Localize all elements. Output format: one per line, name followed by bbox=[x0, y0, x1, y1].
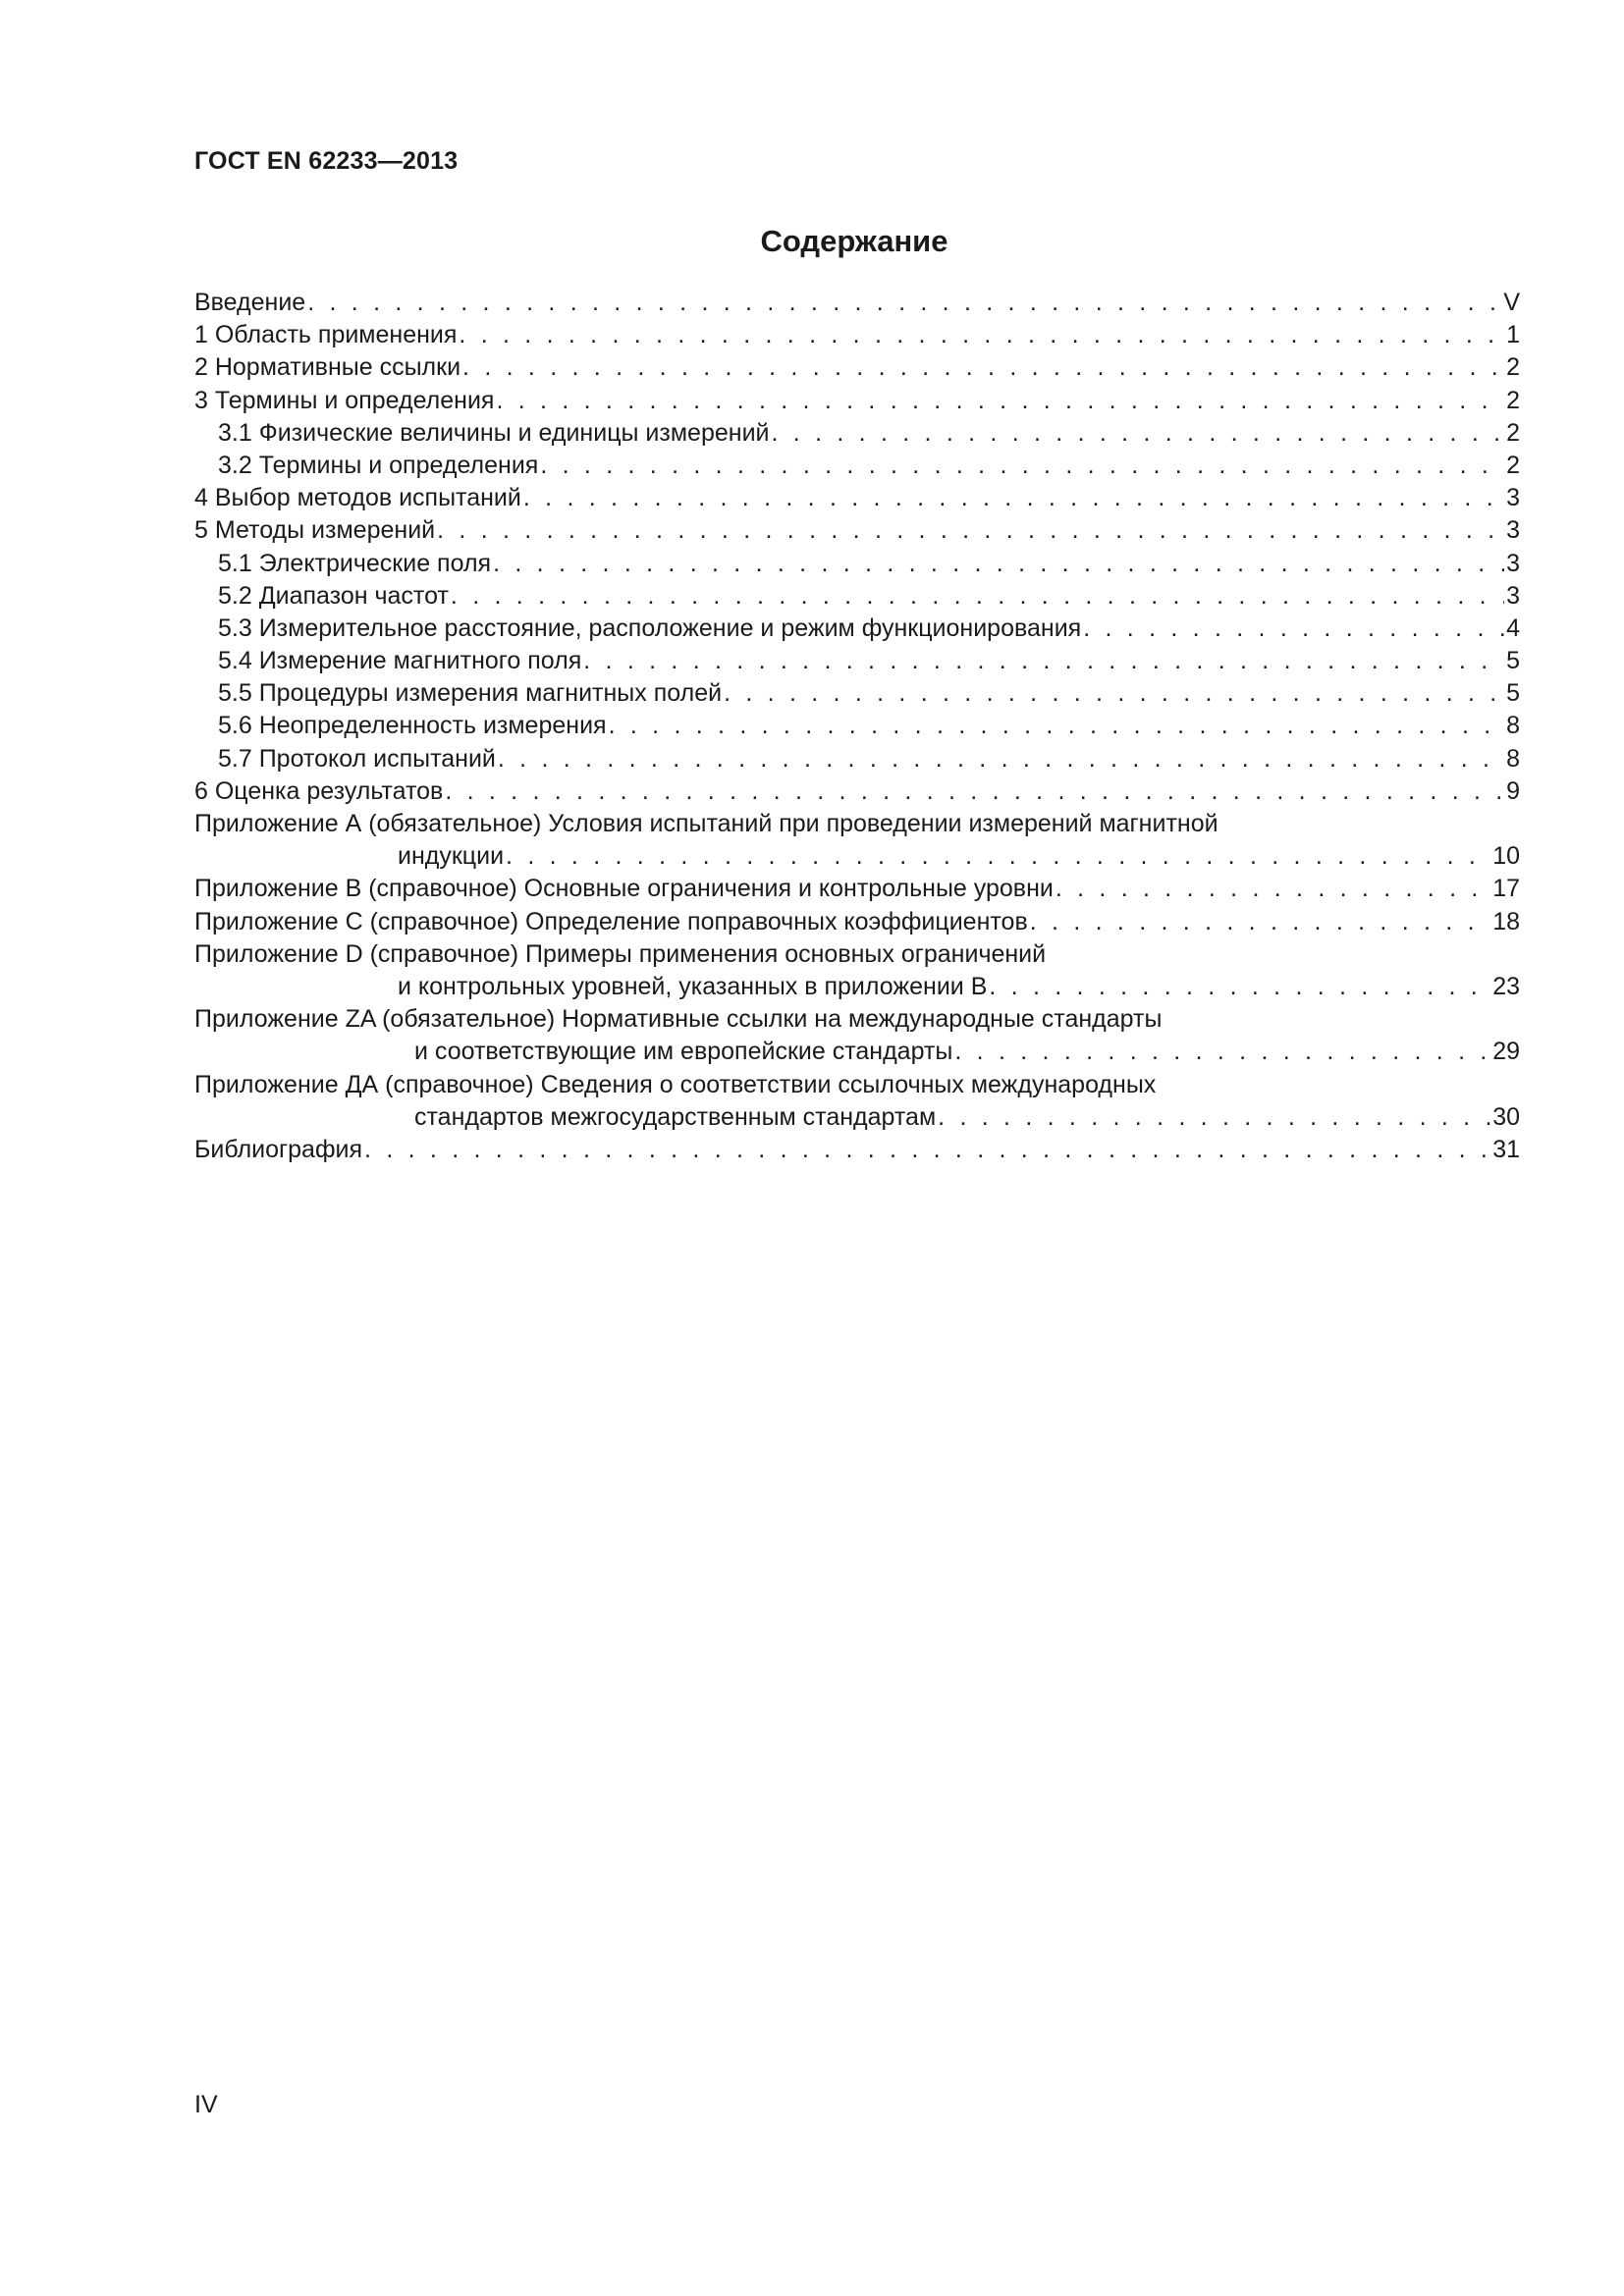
toc-dot-leader bbox=[445, 775, 1504, 808]
toc-appendix-a-line2[interactable] bbox=[194, 840, 1520, 873]
toc-entry-page: 5 bbox=[1506, 647, 1520, 675]
toc-entry[interactable] bbox=[194, 482, 1520, 514]
document-header: ГОСТ EN 62233—2013 bbox=[194, 147, 459, 175]
toc-entry[interactable] bbox=[194, 319, 1520, 351]
toc-entry[interactable] bbox=[194, 287, 1520, 319]
toc-entry-text: 4 Выбор методов испытаний bbox=[194, 484, 521, 512]
toc-appendix-da-line2[interactable] bbox=[194, 1101, 1520, 1134]
toc-subentry[interactable] bbox=[194, 580, 1520, 613]
toc-entry-text: 3.1 Физические величины и единицы измерений bbox=[218, 418, 770, 447]
toc-entry[interactable] bbox=[194, 775, 1520, 808]
toc-dot-leader bbox=[493, 548, 1504, 580]
toc-entry-text: 3.2 Термины и определения bbox=[218, 451, 539, 479]
toc-entry-text: 5 Методы измерений bbox=[194, 516, 436, 545]
toc-appendix-a-line1[interactable] bbox=[194, 808, 1520, 840]
toc-entry[interactable] bbox=[194, 351, 1520, 384]
page-number: IV bbox=[194, 2091, 218, 2118]
toc-entry-text: Приложение ДА (справочное) Сведения о соответствии ссылочных международных bbox=[194, 1070, 1157, 1098]
toc-entry-page: 31 bbox=[1492, 1135, 1520, 1163]
toc-dot-leader bbox=[506, 840, 1490, 873]
toc-appendix-za-line1[interactable] bbox=[194, 1003, 1520, 1036]
toc-entry-text: Приложение В (справочное) Основные ограничения и контрольные уровни bbox=[194, 875, 1054, 903]
toc-entry-text: 5.5 Процедуры измерения магнитных полей bbox=[218, 679, 723, 708]
toc-dot-leader bbox=[459, 319, 1504, 351]
toc-entry-page: 8 bbox=[1506, 712, 1520, 740]
toc-entry-text: Приложение С (справочное) Определение поправочных коэффициентов bbox=[194, 907, 1028, 935]
toc-entry-text: 5.6 Неопределенность измерения bbox=[218, 712, 607, 740]
toc-subentry[interactable] bbox=[194, 613, 1520, 645]
toc-dot-leader bbox=[1083, 613, 1504, 645]
toc-dot-leader bbox=[437, 514, 1504, 547]
toc-entry-page: 30 bbox=[1492, 1102, 1520, 1131]
toc-subentry[interactable] bbox=[194, 645, 1520, 677]
toc-dot-leader bbox=[609, 710, 1505, 742]
toc-entry-text: 3 Термины и определения bbox=[194, 386, 495, 414]
toc-appendix-d-line1[interactable] bbox=[194, 938, 1520, 971]
toc-entry-page: 1 bbox=[1506, 321, 1520, 349]
toc-entry-text: 5.4 Измерение магнитного поля bbox=[218, 647, 582, 675]
toc-entry-page: 3 bbox=[1506, 484, 1520, 512]
toc-appendix-b[interactable] bbox=[194, 873, 1520, 905]
toc-dot-leader bbox=[1030, 906, 1490, 938]
toc-entry-page: 29 bbox=[1492, 1038, 1520, 1066]
toc-entry-page: 3 bbox=[1506, 549, 1520, 577]
toc-entry-text: 6 Оценка результатов bbox=[194, 776, 444, 805]
toc-entry-text: Приложение D (справочное) Примеры применения основных ограничений bbox=[194, 939, 1047, 968]
toc-dot-leader bbox=[954, 1036, 1490, 1068]
toc-subentry[interactable] bbox=[194, 710, 1520, 742]
toc-entry-page: 10 bbox=[1492, 842, 1520, 871]
toc-entry-page: 5 bbox=[1506, 679, 1520, 708]
toc-entry-text: 5.3 Измерительное расстояние, расположение и режим функционирования bbox=[218, 614, 1082, 642]
toc-dot-leader bbox=[462, 351, 1504, 384]
toc-entry-text: Приложение А (обязательное) Условия испытаний при проведении измерений магнитной bbox=[194, 810, 1218, 837]
toc-entry-text: 5.2 Диапазон частот bbox=[218, 581, 449, 610]
toc-subentry[interactable] bbox=[194, 677, 1520, 710]
toc-entry-text: и соответствующие им европейские стандарты bbox=[414, 1038, 953, 1066]
toc-subentry[interactable] bbox=[194, 417, 1520, 450]
toc-subentry[interactable] bbox=[194, 743, 1520, 775]
toc-dot-leader bbox=[451, 580, 1504, 613]
toc-title: Содержание bbox=[760, 224, 948, 258]
toc-dot-leader bbox=[1056, 873, 1490, 905]
toc-appendix-c[interactable] bbox=[194, 906, 1520, 938]
toc-entry-page: 3 bbox=[1506, 516, 1520, 545]
toc-dot-leader bbox=[496, 385, 1504, 417]
toc-entry-page: 9 bbox=[1506, 776, 1520, 805]
toc-entry-text: 5.7 Протокол испытаний bbox=[218, 744, 496, 773]
toc-entry-text: 5.1 Электрические поля bbox=[218, 549, 492, 577]
toc-appendix-za-line2[interactable] bbox=[194, 1036, 1520, 1068]
toc-entry-page: 2 bbox=[1506, 386, 1520, 414]
toc-appendix-da-line1[interactable] bbox=[194, 1069, 1520, 1101]
toc-entry-page: 2 bbox=[1506, 353, 1520, 382]
toc-subentry[interactable] bbox=[194, 548, 1520, 580]
toc-entry-text: Введение bbox=[194, 289, 306, 316]
toc-dot-leader bbox=[307, 287, 1501, 319]
toc-dot-leader bbox=[540, 450, 1504, 482]
toc-entry-page: 3 bbox=[1506, 581, 1520, 610]
toc-entry-text: 1 Область применения bbox=[194, 321, 458, 349]
toc-entry-page: V bbox=[1503, 289, 1520, 316]
toc-entry-text: стандартов межгосударственным стандартам bbox=[414, 1102, 937, 1131]
toc-entry-text: Приложение ZA (обязательное) Нормативные ссылки на международные стандарты bbox=[194, 1005, 1163, 1034]
table-of-contents bbox=[194, 287, 1520, 1166]
toc-dot-leader bbox=[523, 482, 1504, 514]
toc-entry-page: 8 bbox=[1506, 744, 1520, 773]
toc-dot-leader bbox=[772, 417, 1505, 450]
toc-entry-page: 2 bbox=[1506, 418, 1520, 447]
toc-entry-page: 17 bbox=[1492, 875, 1520, 903]
toc-entry-page: 23 bbox=[1492, 972, 1520, 1000]
toc-dot-leader bbox=[583, 645, 1504, 677]
toc-subentry[interactable] bbox=[194, 450, 1520, 482]
toc-dot-leader bbox=[498, 743, 1504, 775]
toc-entry-text: 2 Нормативные ссылки bbox=[194, 353, 461, 382]
toc-dot-leader bbox=[364, 1134, 1490, 1166]
toc-bibliography[interactable] bbox=[194, 1134, 1520, 1166]
toc-entry-text: индукции bbox=[398, 842, 505, 871]
toc-entry-page: 2 bbox=[1506, 451, 1520, 479]
toc-entry-page: 18 bbox=[1492, 907, 1520, 935]
toc-entry[interactable] bbox=[194, 514, 1520, 547]
toc-dot-leader bbox=[724, 677, 1504, 710]
toc-dot-leader bbox=[989, 971, 1490, 1003]
toc-entry-text: и контрольных уровней, указанных в приложении В bbox=[398, 972, 988, 1000]
toc-entry[interactable] bbox=[194, 385, 1520, 417]
toc-dot-leader bbox=[938, 1101, 1490, 1134]
toc-entry-page: 4 bbox=[1506, 614, 1520, 642]
toc-entry-text: Библиография bbox=[194, 1135, 363, 1163]
toc-appendix-d-line2[interactable] bbox=[194, 971, 1520, 1003]
